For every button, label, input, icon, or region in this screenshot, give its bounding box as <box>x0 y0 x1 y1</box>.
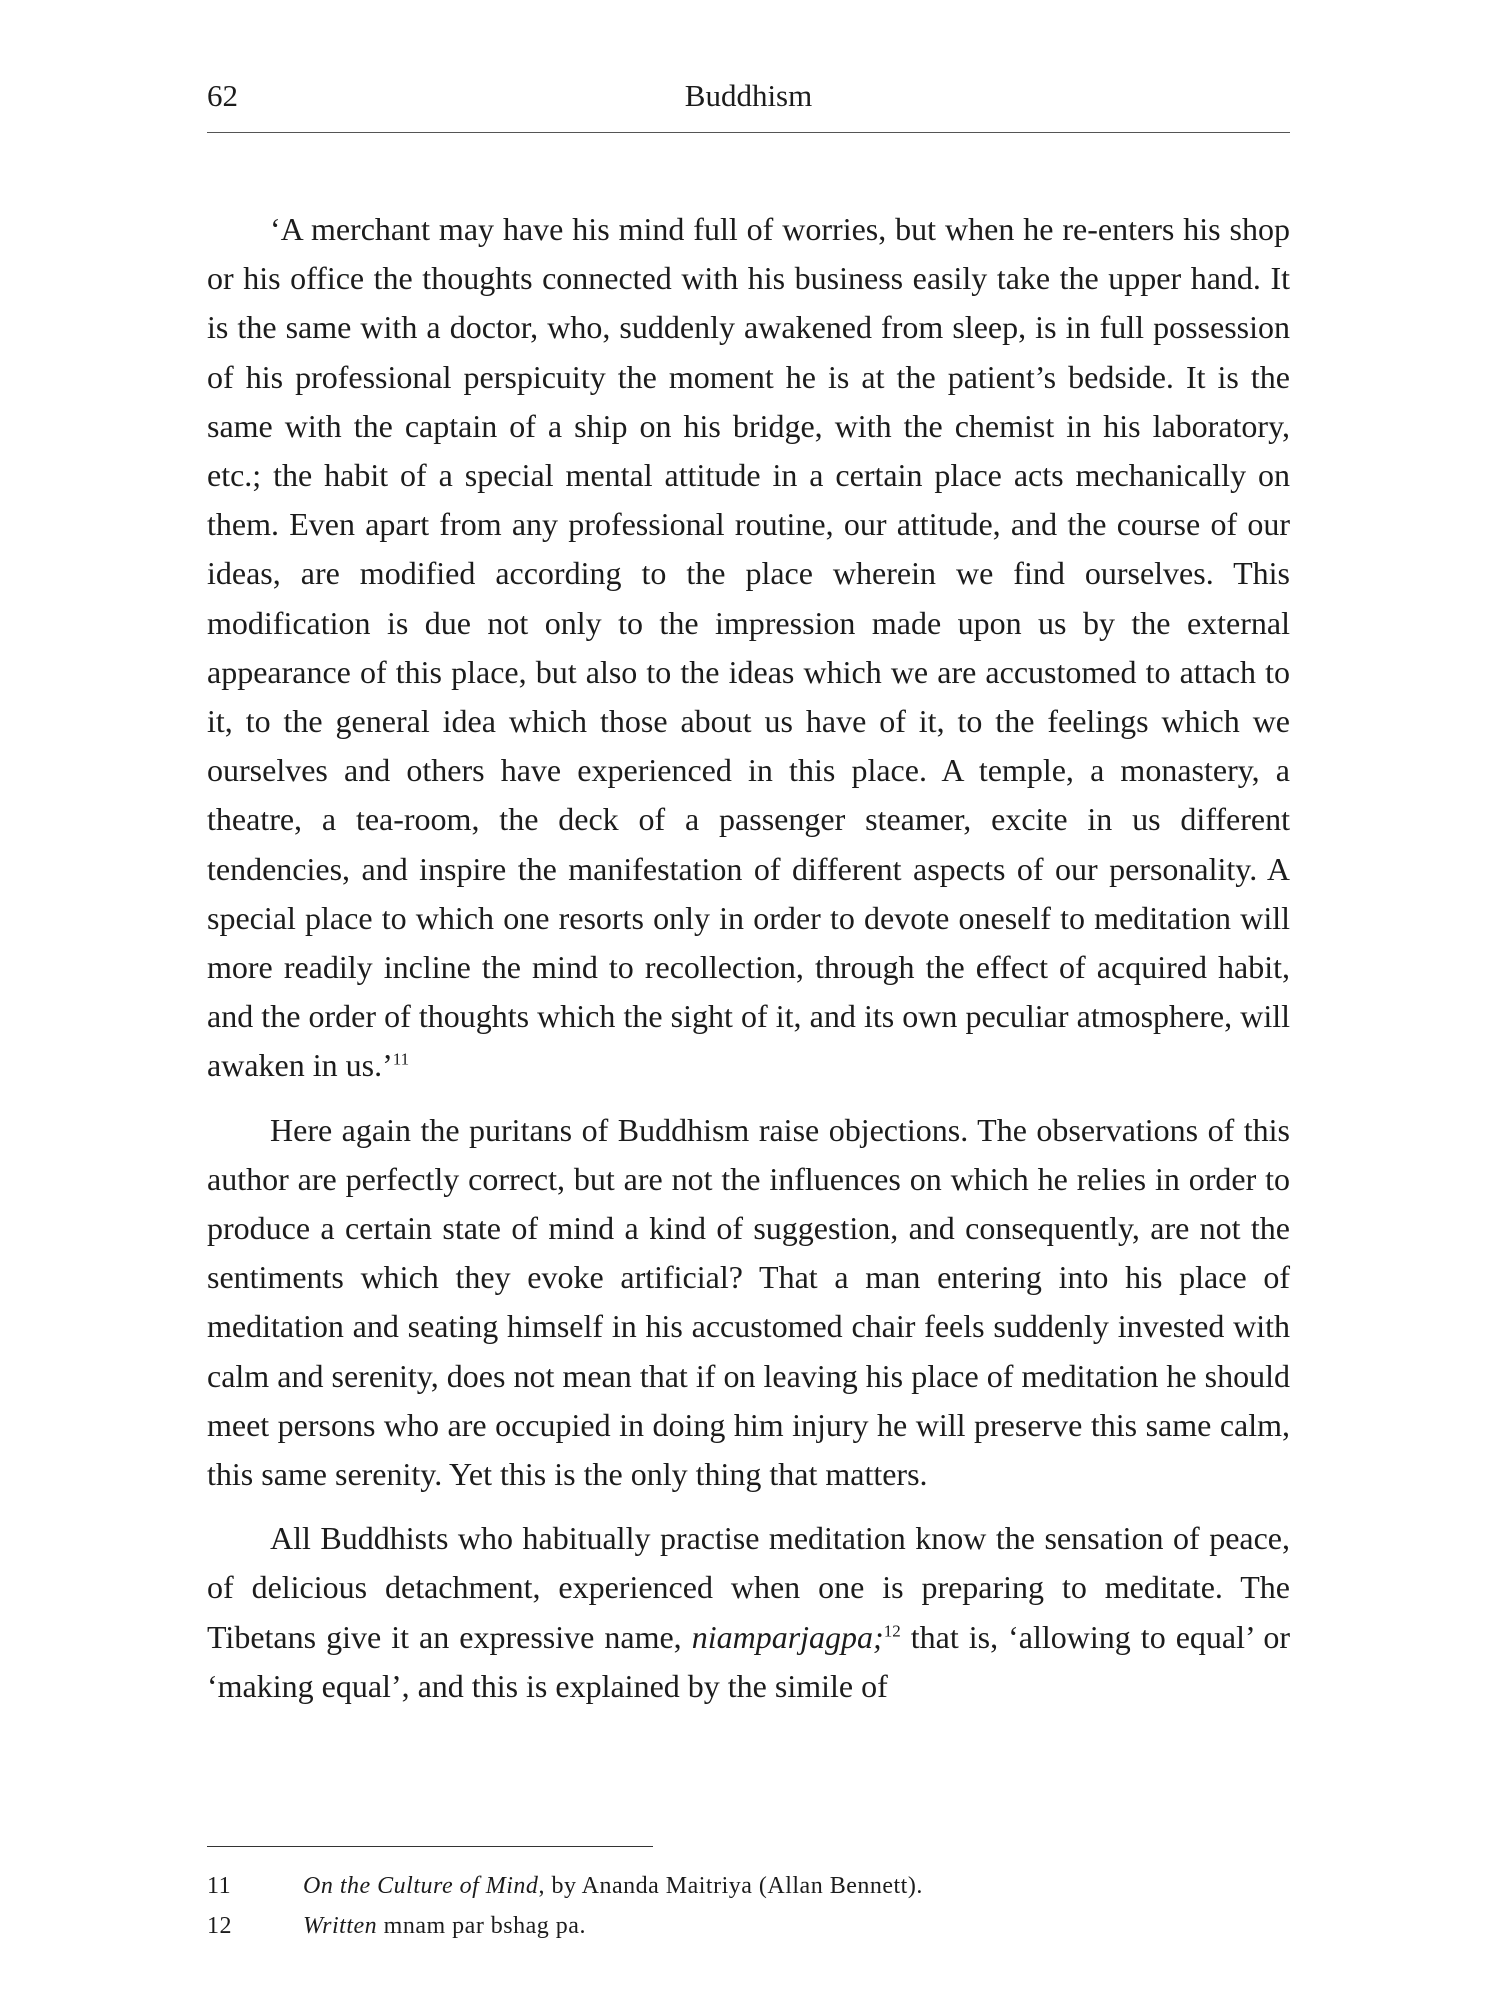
paragraph-text: All Buddhists who habitually practise meditation know the sensation of peace, of delicious detachment, experienced when one is preparing to meditate. The Tibetans give it an expressive name, <box>207 1520 1290 1655</box>
paragraph-text: that is, ‘allowing to equal’ or ‘making equal’, and this is explained by the simile of <box>207 1618 1291 1704</box>
footnote <box>207 1906 1290 1946</box>
page-header <box>207 78 1290 124</box>
footnote <box>207 1866 1290 1906</box>
footnote-text <box>303 1906 586 1946</box>
footnote-title: On the Culture of Mind <box>303 1873 539 1899</box>
tibetan-term: niamparjagpa; <box>691 1618 884 1655</box>
paragraph-2 <box>207 1106 1290 1500</box>
footnote-text <box>303 1866 923 1906</box>
footnote-number: 11 <box>207 1873 232 1899</box>
footnote-body: mnam par bshag pa. <box>377 1913 586 1939</box>
footnote-reference: 12 <box>883 1621 901 1641</box>
footnote-italic: Written <box>303 1913 378 1939</box>
footnote-body: , by Ananda Maitriya (Allan Bennett). <box>538 1873 923 1899</box>
paragraph-text: ‘A merchant may have his mind full of worries, but when he re-enters his shop or his office the thoughts connected with his business easily take the upper hand. It is the same with a doctor, who, suddenly awakened from sleep, is in full possession of his professional perspicuity the moment he is at the patient’s bedside. It is the same with the captain of a ship on his bridge, with the chemist in his laboratory, etc.; the habit of a special mental attitude in a certain place acts mechanically on them. Even apart from any professional routine, our attitude, and the course of our ideas, are modified according to the place wherein we find ourselves. This modification is due not only to the impression made upon us by the external appearance of this place, but also to the ideas which we are accustomed to attach to it, to the general idea which those about us have of it, to the feelings which we ourselves and others have experienced in this place. A temple, a monastery, a theatre, a tea-room, the deck of a passenger steamer, excite in us different tendencies, and inspire the manifestation of different aspects of our personality. A special place to which one resorts only in order to devote oneself to meditation will more readily incline the mind to recollection, through the effect of acquired habit, and the order of thoughts which the sight of it, and its own peculiar atmosphere, will awaken in us.’ <box>207 211 1290 1084</box>
running-title: Buddhism <box>684 78 813 113</box>
body-text <box>207 205 1290 1726</box>
paragraph-text: Here again the puritans of Buddhism raise objections. The observations of this author are perfectly correct, but are not the influences on which he relies in order to produce a certain state of mind a kind of suggestion, and consequently, are not the sentiments which they evoke artificial? That a man entering into his place of meditation and seating himself in his accustomed chair feels suddenly invested with calm and serenity, does not mean that if on leaving his place of meditation he should meet persons who are occupied in doing him injury he will preserve this same calm, this same serenity. Yet this is the only thing that matters. <box>207 1111 1290 1493</box>
paragraph-1 <box>207 205 1290 1091</box>
footnote-divider <box>207 1846 653 1847</box>
footnote-reference: 11 <box>392 1049 410 1069</box>
footnotes <box>207 1866 1290 1946</box>
header-divider <box>207 132 1290 133</box>
paragraph-3 <box>207 1514 1290 1711</box>
footnote-number: 12 <box>207 1913 232 1939</box>
page-number: 62 <box>207 78 238 113</box>
